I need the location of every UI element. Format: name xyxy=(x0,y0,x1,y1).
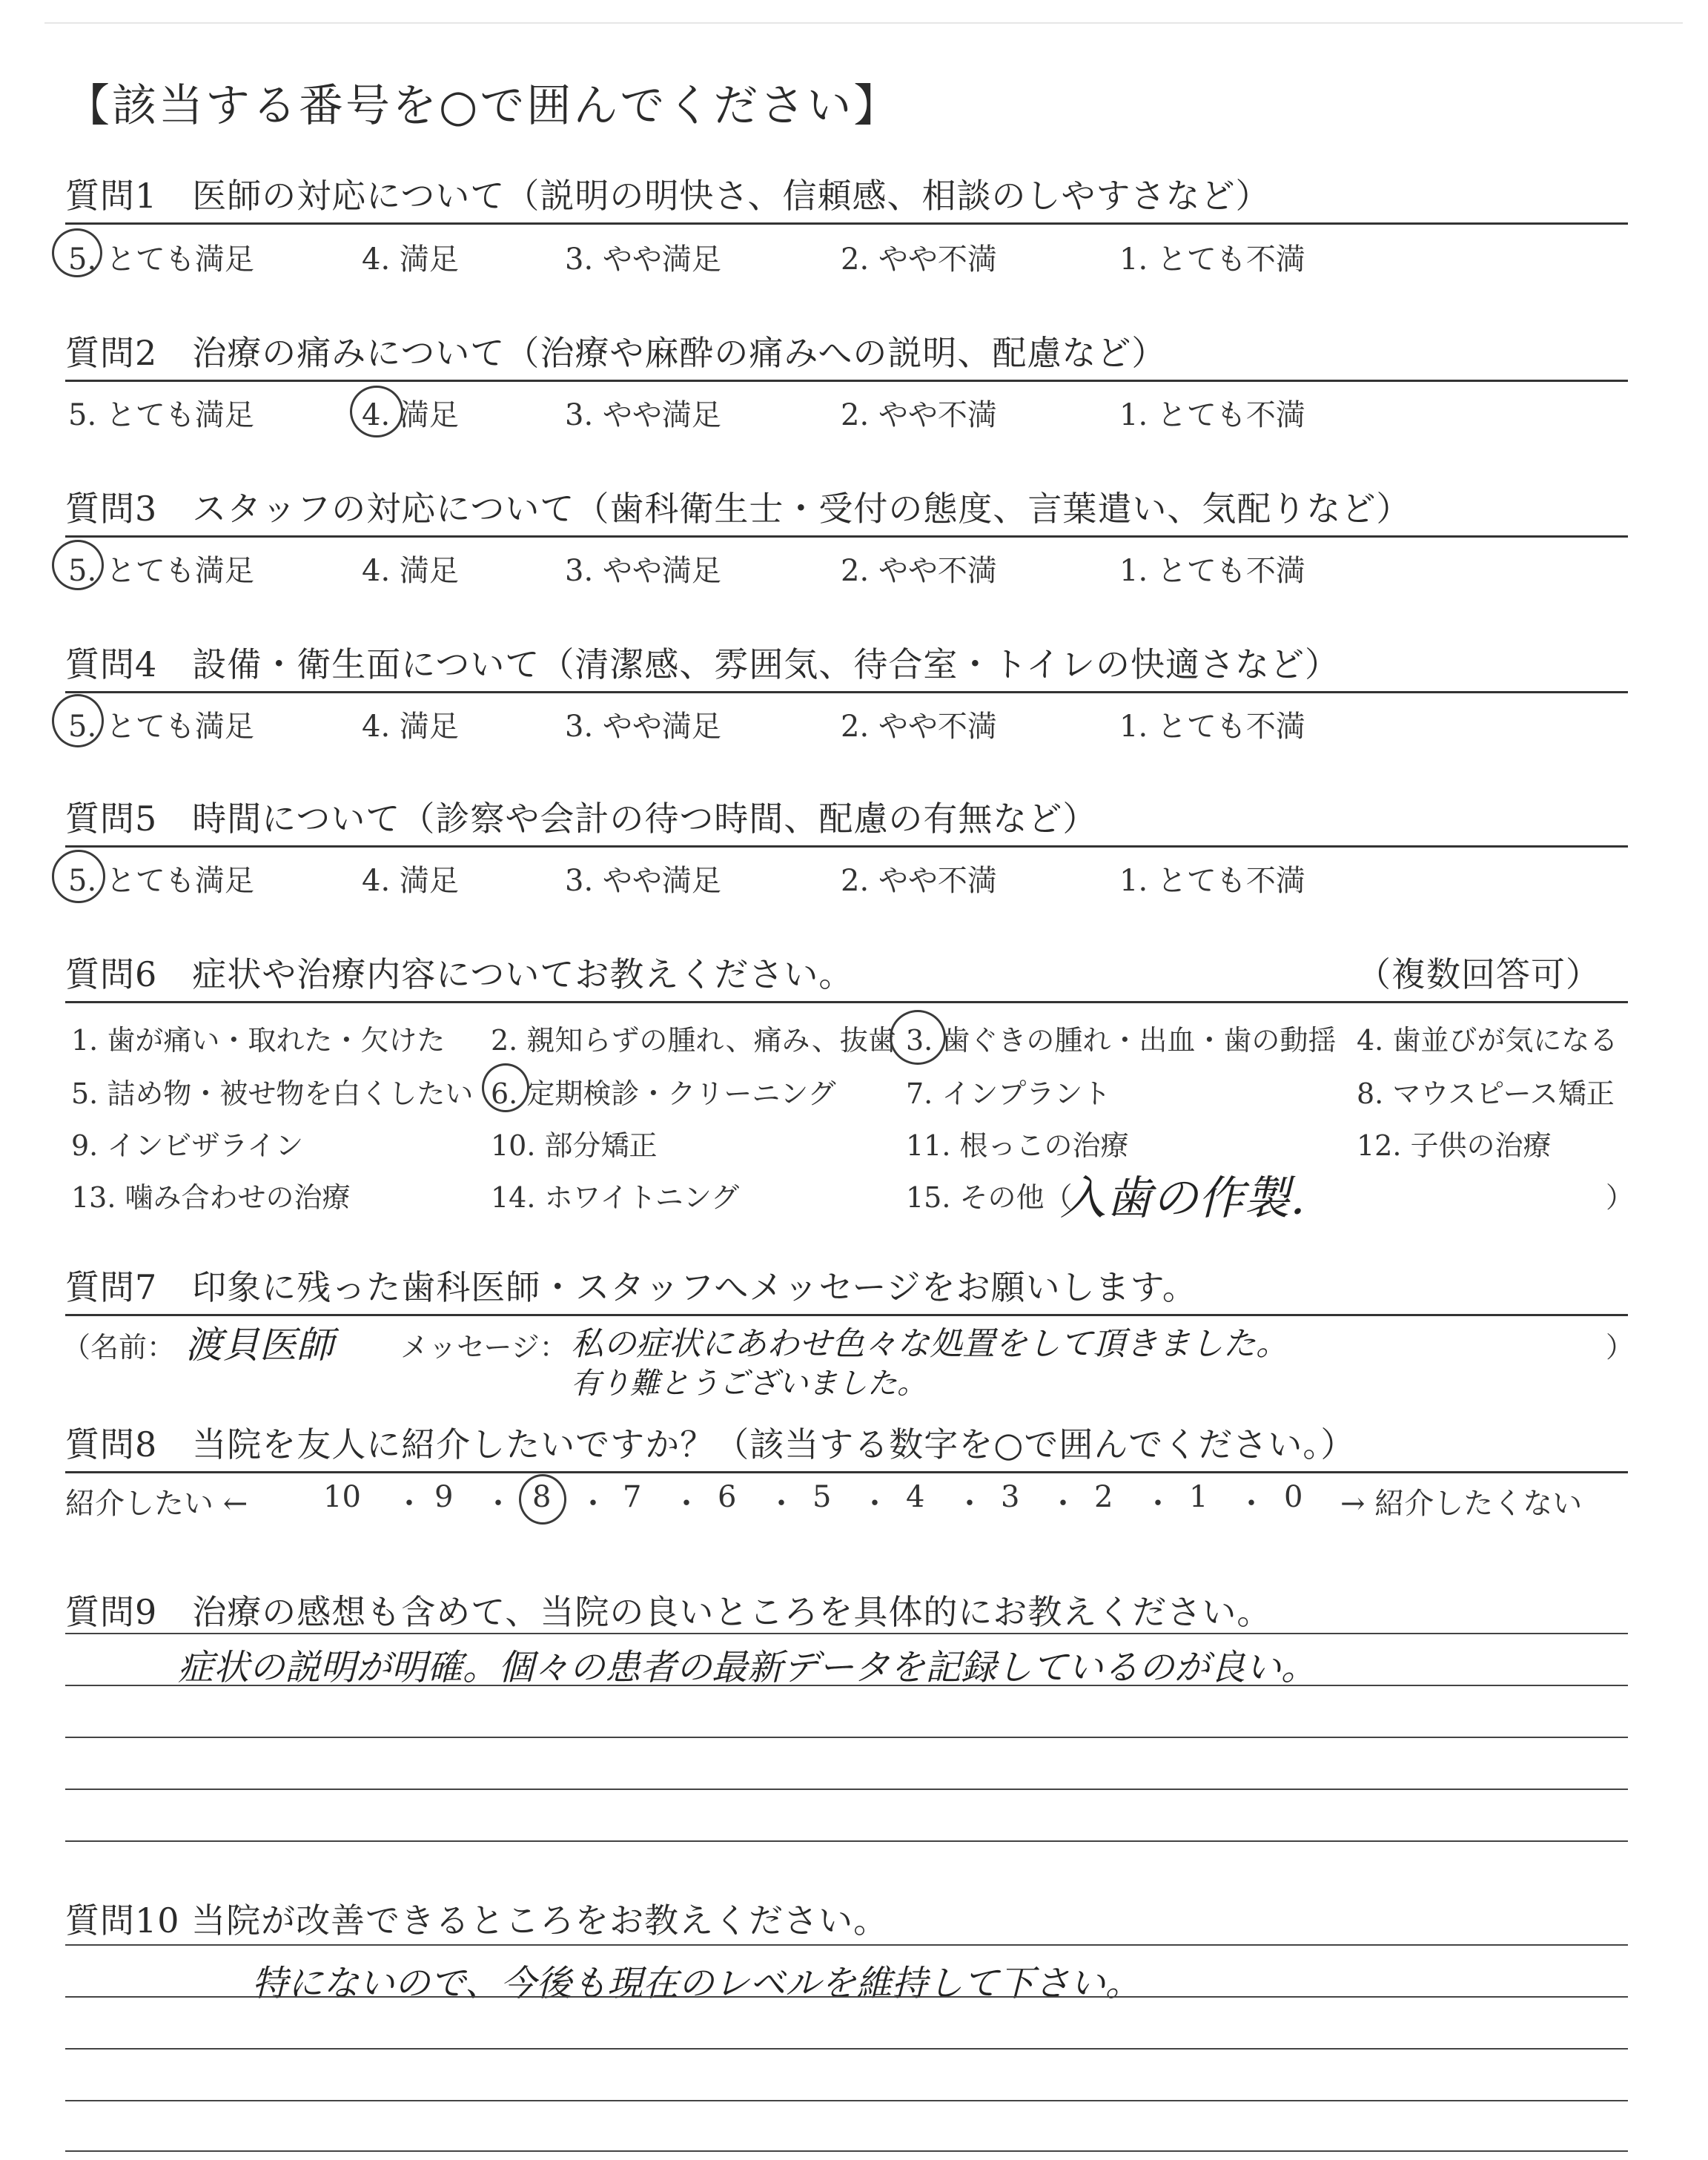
q6-option-2[interactable]: 2. 親知らずの腫れ、痛み、抜歯 xyxy=(491,1024,896,1057)
q4-option-1[interactable]: 1. とても不満 xyxy=(1119,710,1305,744)
q8-scale-6[interactable]: 6 xyxy=(718,1480,737,1514)
q8-dot: ・ xyxy=(1237,1487,1266,1521)
q8-dot: ・ xyxy=(1143,1487,1173,1521)
q4-option-5[interactable]: 5. とても満足 xyxy=(68,710,254,744)
q1-option-1[interactable]: 1. とても不満 xyxy=(1119,242,1305,277)
q7-name-label: （名前： xyxy=(62,1331,176,1364)
q6-option-15[interactable]: 15. その他（ xyxy=(906,1181,1073,1214)
q2-option-4[interactable]: 4. 満足 xyxy=(362,398,459,432)
q3-option-2[interactable]: 2. やや不満 xyxy=(841,554,997,588)
q8-dot: ・ xyxy=(1048,1487,1078,1521)
q8-dot: ・ xyxy=(483,1487,513,1521)
q6-option-5[interactable]: 5. 詰め物・被せ物を白くしたい xyxy=(71,1077,474,1110)
q6-option-13[interactable]: 13. 噛み合わせの治療 xyxy=(71,1181,351,1214)
q8-left-label: 紹介したい ← xyxy=(65,1487,248,1521)
q5-option-3[interactable]: 3. やや満足 xyxy=(565,864,721,898)
q5-option-5[interactable]: 5. とても満足 xyxy=(68,864,254,898)
q9-answer[interactable]: 症状の説明が明確。個々の患者の最新データを記録しているのが良い。 xyxy=(178,1647,1317,1688)
q8-selection-circle xyxy=(519,1474,566,1525)
question-3-title: 質問3 スタッフの対応について（歯科衛生士・受付の態度、言葉遣い、気配りなど） xyxy=(65,489,1411,529)
q10-writing-line xyxy=(65,2150,1628,2152)
q6-option-6[interactable]: 6. 定期検診・クリーニング xyxy=(491,1077,836,1110)
q10-writing-line xyxy=(65,1944,1628,1946)
q6-option-9[interactable]: 9. インビザライン xyxy=(71,1129,304,1162)
question-2-title: 質問2 治療の痛みについて（治療や麻酔の痛みへの説明、配慮など） xyxy=(65,333,1167,373)
q3-option-5[interactable]: 5. とても満足 xyxy=(68,554,254,588)
q3-option-1[interactable]: 1. とても不満 xyxy=(1119,554,1305,588)
question-10-title: 質問10 当院が改善できるところをお教えください。 xyxy=(65,1900,889,1941)
q8-scale-9[interactable]: 9 xyxy=(434,1480,454,1514)
q4-option-4[interactable]: 4. 満足 xyxy=(362,710,459,744)
q6-option-8[interactable]: 8. マウスピース矯正 xyxy=(1357,1077,1615,1110)
question-6-rule xyxy=(65,1001,1628,1003)
q10-answer[interactable]: 特にないので、今後も現在のレベルを維持して下さい。 xyxy=(252,1963,1142,2004)
q1-selection-circle xyxy=(52,228,102,277)
q6-selection-circle-6 xyxy=(482,1063,529,1112)
q5-option-2[interactable]: 2. やや不満 xyxy=(841,864,997,898)
q6-option-11[interactable]: 11. 根っこの治療 xyxy=(906,1129,1129,1162)
q9-writing-line xyxy=(65,1789,1628,1790)
q8-scale-4[interactable]: 4 xyxy=(906,1480,925,1514)
question-8-title: 質問8 当院を友人に紹介したいですか？（該当する数字を○で囲んでください。） xyxy=(65,1424,1356,1464)
q6-option-10[interactable]: 10. 部分矯正 xyxy=(491,1129,658,1162)
q8-scale-3[interactable]: 3 xyxy=(1001,1480,1020,1514)
question-6-title: 質問6 症状や治療内容についてお教えください。 xyxy=(65,954,854,994)
q8-dot: ・ xyxy=(672,1487,701,1521)
q8-dot: ・ xyxy=(860,1487,890,1521)
q5-option-1[interactable]: 1. とても不満 xyxy=(1119,864,1305,898)
question-2-rule xyxy=(65,380,1628,382)
q8-scale-10[interactable]: 10 xyxy=(323,1480,361,1514)
question-9-title: 質問9 治療の感想も含めて、当院の良いところを具体的にお教えください。 xyxy=(65,1592,1272,1632)
page-header: 【該当する番号を○で囲んでください】 xyxy=(65,80,901,132)
q6-other-answer[interactable]: 入歯の作製． xyxy=(1060,1171,1337,1225)
question-8-rule xyxy=(65,1471,1628,1473)
q8-scale-0[interactable]: 0 xyxy=(1284,1480,1303,1514)
q6-option-14[interactable]: 14. ホワイトニング xyxy=(491,1181,740,1214)
q2-selection-circle xyxy=(350,386,403,437)
q10-writing-line xyxy=(65,1996,1628,1998)
q8-dot: ・ xyxy=(767,1487,796,1521)
question-5-title: 質問5 時間について（診察や会計の待つ時間、配慮の有無など） xyxy=(65,799,1098,839)
q6-option-4[interactable]: 4. 歯並びが気になる xyxy=(1357,1024,1618,1057)
q9-writing-line xyxy=(65,1840,1628,1842)
q3-option-3[interactable]: 3. やや満足 xyxy=(565,554,721,588)
q6-selection-circle-3 xyxy=(890,1010,946,1065)
q7-close: ） xyxy=(1606,1331,1635,1364)
q9-writing-line xyxy=(65,1685,1628,1686)
q1-option-5[interactable]: 5. とても満足 xyxy=(68,242,254,277)
q6-option-7[interactable]: 7. インプラント xyxy=(906,1077,1111,1110)
q8-right-label: → 紹介したくない xyxy=(1340,1487,1583,1521)
q1-option-4[interactable]: 4. 満足 xyxy=(362,242,459,277)
q8-scale-5[interactable]: 5 xyxy=(812,1480,832,1514)
q6-option-3[interactable]: 3. 歯ぐきの腫れ・出血・歯の動揺 xyxy=(906,1024,1337,1057)
q4-option-3[interactable]: 3. やや満足 xyxy=(565,710,721,744)
q5-option-4[interactable]: 4. 満足 xyxy=(362,864,459,898)
q9-writing-line xyxy=(65,1737,1628,1738)
q2-option-3[interactable]: 3. やや満足 xyxy=(565,398,721,432)
q2-option-2[interactable]: 2. やや不満 xyxy=(841,398,997,432)
question-1-rule xyxy=(65,222,1628,225)
page-top-border xyxy=(44,22,1683,24)
q8-scale-2[interactable]: 2 xyxy=(1094,1480,1113,1514)
q10-writing-line xyxy=(65,2048,1628,2050)
question-7-title: 質問7 印象に残った歯科医師・スタッフへメッセージをお願いします。 xyxy=(65,1267,1197,1307)
q8-scale-1[interactable]: 1 xyxy=(1189,1480,1208,1514)
q8-scale-8[interactable]: 8 xyxy=(532,1480,552,1514)
q5-selection-circle xyxy=(52,850,105,903)
q8-dot: ・ xyxy=(578,1487,608,1521)
q10-writing-line xyxy=(65,2100,1628,2101)
q3-selection-circle xyxy=(52,540,104,590)
q4-option-2[interactable]: 2. やや不満 xyxy=(841,710,997,744)
question-5-rule xyxy=(65,845,1628,848)
question-4-rule xyxy=(65,691,1628,693)
q1-option-2[interactable]: 2. やや不満 xyxy=(841,242,997,277)
q8-scale-7[interactable]: 7 xyxy=(623,1480,642,1514)
question-6-note: （複数回答可） xyxy=(1357,954,1601,994)
q7-message-line-1[interactable]: 私の症状にあわせ色々な処置をして頂きました。 xyxy=(571,1325,1288,1363)
q6-option-12[interactable]: 12. 子供の治療 xyxy=(1357,1129,1552,1162)
question-1-title: 質問1 医師の対応について（説明の明快さ、信頼感、相談のしやすさなど） xyxy=(65,176,1271,216)
q7-message-label: メッセージ： xyxy=(400,1331,568,1364)
q1-option-3[interactable]: 3. やや満足 xyxy=(565,242,721,277)
q7-message-line-2[interactable]: 有り難とうございました。 xyxy=(571,1367,927,1401)
q2-option-5[interactable]: 5. とても満足 xyxy=(68,398,254,432)
question-4-title: 質問4 設備・衛生面について（清潔感、雰囲気、待合室・トイレの快適さなど） xyxy=(65,644,1340,684)
q7-name-value[interactable]: 渡貝医師 xyxy=(185,1324,334,1367)
q6-option-1[interactable]: 1. 歯が痛い・取れた・欠けた xyxy=(71,1024,446,1057)
q2-option-1[interactable]: 1. とても不満 xyxy=(1119,398,1305,432)
q9-writing-line xyxy=(65,1633,1628,1634)
q4-selection-circle xyxy=(52,694,104,747)
q8-dot: ・ xyxy=(394,1487,424,1521)
q8-dot: ・ xyxy=(955,1487,984,1521)
question-3-rule xyxy=(65,535,1628,538)
q6-other-close: ） xyxy=(1606,1181,1635,1214)
q3-option-4[interactable]: 4. 満足 xyxy=(362,554,459,588)
